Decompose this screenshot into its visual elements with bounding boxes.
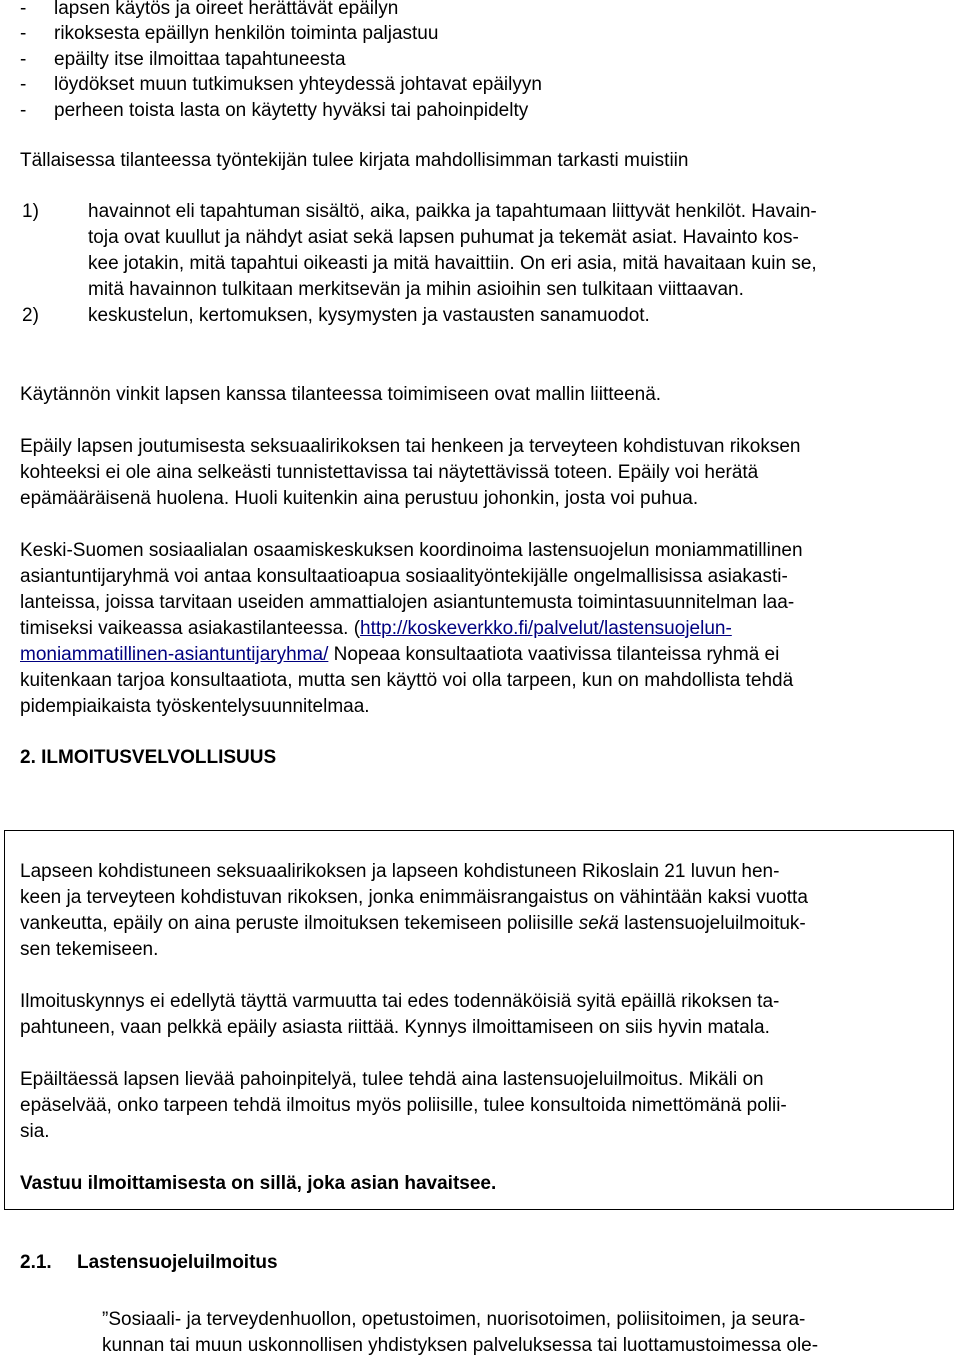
list-item-text: epäilty itse ilmoittaa tapahtuneesta (54, 49, 346, 70)
paragraph-line: Keski-Suomen sosiaalialan osaamiskeskuksen koordinoima lastensuojelun moniammatillinen (20, 540, 803, 561)
list-item-text: löydökset muun tutkimuksen yhteydessä johtavat epäilyyn (54, 74, 542, 95)
emphasis: sekä (578, 913, 619, 934)
box-line: Epäiltäessä lapsen lievää pahoinpitelyä, tulee tehdä aina lastensuojeluilmoitus. Mikäli on (20, 1069, 764, 1090)
subsection-number: 2.1. (20, 1252, 52, 1273)
box-line: sia. (20, 1121, 50, 1142)
tips-paragraph: Käytännön vinkit lapsen kanssa tilanteessa toimimiseen ovat mallin liitteenä. (20, 384, 662, 405)
paragraph-line (20, 642, 779, 668)
list-dash: - (20, 100, 27, 121)
list-item (20, 98, 528, 124)
item-number: 2) (22, 305, 39, 326)
text: timiseksi vaikeassa asiakastilanteessa. ( (20, 618, 361, 639)
item-text-line: keskustelun, kertomuksen, kysymysten ja vastausten sanamuodot. (88, 305, 650, 326)
paragraph-line: kohteeksi ei ole aina selkeästi tunnistettavissa tai näytettävissä toteen. Epäily voi herätä (20, 462, 759, 483)
subsection-heading: Lastensuojeluilmoitus (77, 1252, 278, 1273)
paragraph-line (20, 616, 732, 642)
paragraph-line: pidempiaikaista työskentelysuunnitelmaa. (20, 696, 370, 717)
text: Nopeaa konsultaatiota vaativissa tilanteissa ryhmä ei (328, 644, 780, 665)
box-line: keen ja terveyteen kohdistuvan rikoksen, jonka enimmäisrangaistus on vähintään kaksi vuotta (20, 887, 808, 908)
list-item-text: lapsen käytös ja oireet herättävät epäilyn (54, 0, 399, 19)
quote-line: kunnan tai muun uskonnollisen yhdistyksen palveluksessa tai luottamustoimessa ole- (102, 1335, 819, 1356)
list-item (20, 47, 346, 73)
bold-statement: Vastuu ilmoittamisesta on sillä, joka asian havaitsee. (20, 1173, 497, 1194)
paragraph-line: lanteissa, joissa tarvitaan useiden ammattialojen asiantuntemusta toimintasuunnitelman laa- (20, 592, 795, 613)
box-line: pahtuneen, vaan pelkkä epäily asiasta riittää. Kynnys ilmoittamiseen on siis hyvin matala. (20, 1017, 770, 1038)
external-link[interactable]: http://koskeverkko.fi/palvelut/lastensuojelun- (360, 618, 732, 639)
box-line: Lapseen kohdistuneen seksuaalirikoksen ja lapseen kohdistuneen Rikoslain 21 luvun hen- (20, 861, 780, 882)
box-line: Ilmoituskynnys ei edellytä täyttä varmuutta tai edes todennäköisiä syitä epäillä rikoksen ta- (20, 991, 780, 1012)
box-line: sen tekemiseen. (20, 939, 159, 960)
list-item (20, 21, 438, 47)
external-link[interactable]: moniammatillinen-asiantuntijaryhma/ (20, 644, 329, 665)
list-item (20, 72, 542, 98)
text: vankeutta, epäily on aina peruste ilmoituksen tekemiseen poliisille (20, 913, 579, 934)
list-dash: - (20, 0, 27, 19)
item-text-line: mitä havainnon tulkitaan merkitsevän ja mihin asioihin sen tulkitaan viittaavan. (88, 279, 744, 300)
section-heading: 2. ILMOITUSVELVOLLISUUS (20, 747, 277, 768)
item-text-line: havainnot eli tapahtuman sisältö, aika, paikka ja tapahtumaan liittyvät henkilöt. Havain- (88, 201, 817, 222)
list-dash: - (20, 74, 27, 95)
paragraph-line: kuitenkaan tarjoa konsultaatiota, mutta sen käyttö voi olla tarpeen, kun on mahdollista tehdä (20, 670, 794, 691)
item-text-line: toja ovat kuullut ja nähdyt asiat sekä lapsen puhumat ja tekemät asiat. Havainto kos- (88, 227, 799, 248)
paragraph-line: epämääräisenä huolena. Huoli kuitenkin aina perustuu johonkin, josta voi puhua. (20, 488, 699, 509)
list-dash: - (20, 23, 27, 44)
box-line: epäselvää, onko tarpeen tehdä ilmoitus myös poliisille, tulee konsultoida nimettömänä polii- (20, 1095, 787, 1116)
intro-paragraph: Tällaisessa tilanteessa työntekijän tulee kirjata mahdollisimman tarkasti muistiin (20, 150, 689, 171)
quote-line: ”Sosiaali- ja terveydenhuollon, opetustoimen, nuorisotoimen, poliisitoimen, ja seura- (102, 1309, 806, 1330)
list-dash: - (20, 49, 27, 70)
item-text-line: kee jotakin, mitä tapahtui oikeasti ja mitä havaittiin. On eri asia, mitä havaitaan kuin se, (88, 253, 817, 274)
box-line (20, 911, 806, 937)
list-item-text: perheen toista lasta on käytetty hyväksi tai pahoinpidelty (54, 100, 529, 121)
list-item-text: rikoksesta epäillyn henkilön toiminta paljastuu (54, 23, 439, 44)
paragraph-line: Epäily lapsen joutumisesta seksuaalirikoksen tai henkeen ja terveyteen kohdistuvan rikoksen (20, 436, 801, 457)
item-number: 1) (22, 201, 39, 222)
paragraph-line: asiantuntijaryhmä voi antaa konsultaatioapua sosiaalityöntekijälle ongelmallisissa asiakasti- (20, 566, 788, 587)
list-item (20, 0, 398, 22)
text: lastensuojeluilmoituk- (618, 913, 806, 934)
